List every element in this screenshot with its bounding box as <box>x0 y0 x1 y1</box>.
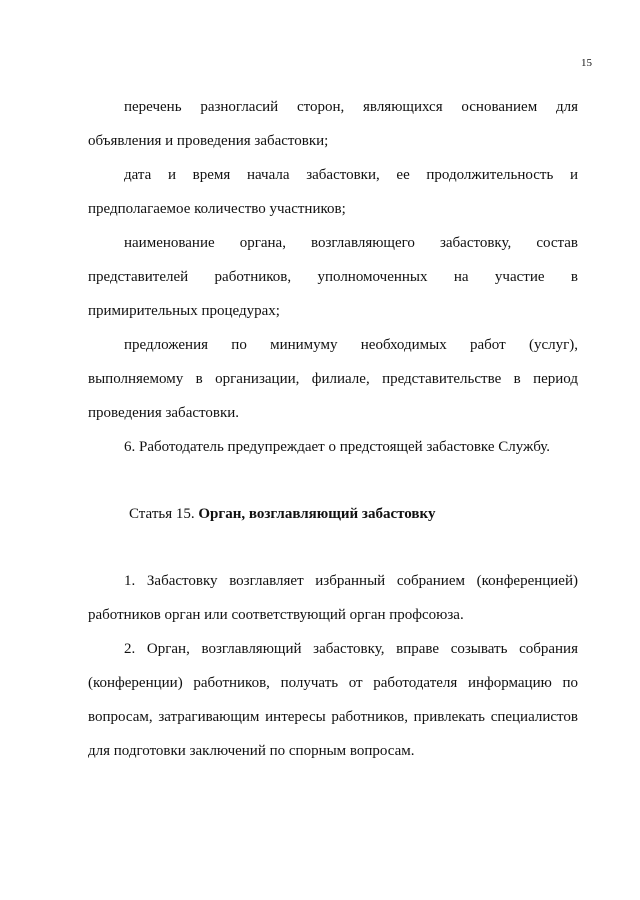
paragraph-item-6: 6. Работодатель предупреждает о предстоящей забастовке Службу. <box>124 439 551 455</box>
paragraph-item-1: 1. Забастовку возглавляет избранный собранием (конференцией) работников орган или соответствующий орган профсоюза. <box>88 573 578 623</box>
paragraph-list-item-minimum-works: предложения по минимуму необходимых работ (услуг), выполняемому в организации, филиале, представительстве в период проведения забастовки. <box>88 337 578 421</box>
paragraph-list-item-date-time: дата и время начала забастовки, ее продолжительность и предполагаемое количество участников; <box>88 167 578 217</box>
article-heading-title: Орган, возглавляющий забастовку <box>198 506 436 522</box>
paragraph-item-2: 2. Орган, возглавляющий забастовку, вправе созывать собрания (конференции) работников, получать от работодателя информацию по вопросам, затрагивающим интересы работников, привлекать специалистов для подготовки заключений по спорным вопросам. <box>88 641 578 759</box>
page-number: 15 <box>581 57 592 69</box>
paragraph-list-item-body-name: наименование органа, возглавляющего забастовку, состав представителей работников, уполномоченных на участие в примирительных процедурах; <box>88 235 578 319</box>
paragraph-list-item-disagreements: перечень разногласий сторон, являющихся основанием для объявления и проведения забастовки; <box>88 99 578 149</box>
article-heading-prefix: Статья 15. <box>129 506 195 522</box>
document-body <box>88 90 578 768</box>
article-heading <box>88 464 578 564</box>
